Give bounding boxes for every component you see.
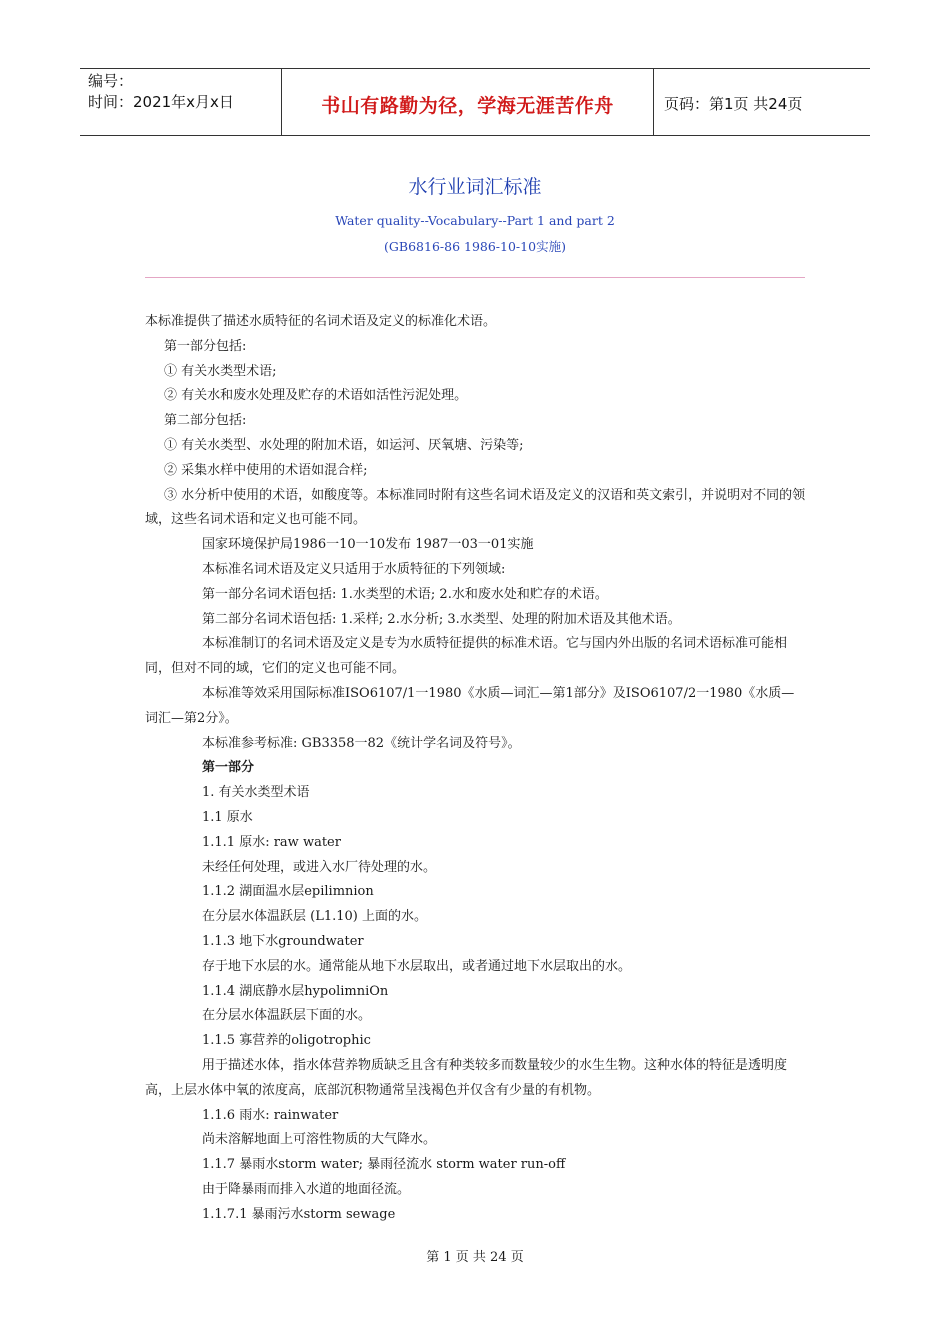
paragraph: ② 有关水和废水处理及贮存的术语如活性污泥处理。 — [164, 388, 468, 404]
paragraph: 第二部分包括: — [164, 413, 247, 429]
paragraph: 1. 有关水类型术语 — [202, 785, 310, 801]
title-divider — [145, 277, 805, 278]
paragraph: 用于描述水体，指水体营养物质缺乏且含有种类较多而数量较少的水生生物。这种水体的特征是透明度高，上层水体中氧的浓度高，底部沉积物通常呈浅褐色并仅含有少量的有机物。 — [145, 1057, 788, 1098]
paragraph: 在分层水体温跃层下面的水。 — [202, 1008, 372, 1024]
paragraph: 1.1.4 湖底静水层hypolimniOn — [202, 983, 389, 999]
paragraph: 尚未溶解地面上可溶性物质的大气降水。 — [202, 1132, 437, 1148]
paragraph: 第一部分名词术语包括: 1.水类型的术语; 2.水和废水处和贮存的术语。 — [202, 586, 608, 602]
header-motto-cell — [282, 69, 654, 135]
paragraph: ① 有关水类型术语; — [164, 363, 277, 379]
paragraph: 1.1 原水 — [202, 809, 253, 825]
header-page-cell — [654, 69, 870, 135]
number-label: 编号： — [88, 72, 134, 90]
paragraph: 本标准等效采用国际标准ISO6107/1一1980《水质—词汇—第1部分》及ISO6107/2一1980《水质—词汇—第2分》。 — [145, 685, 795, 726]
page-header — [80, 68, 870, 136]
paragraph: 本标准制订的名词术语及定义是专为水质特征提供的标准术语。它与国内外出版的名词术语标准可能相同，但对不同的域，它们的定义也可能不同。 — [145, 636, 788, 677]
paragraph: ① 有关水类型、水处理的附加术语，如运河、厌氧塘、污染等; — [164, 437, 524, 453]
paragraph: 在分层水体温跃层 (L1.10) 上面的水。 — [202, 909, 427, 925]
paragraph: ② 采集水样中使用的术语如混合样; — [164, 462, 368, 478]
paragraph: 1.1.7.1 暴雨污水storm sewage — [202, 1206, 396, 1222]
paragraph: 1.1.1 原水: raw water — [202, 834, 341, 850]
paragraph: 本标准参考标准: GB3358一82《统计学名词及符号》。 — [202, 735, 521, 751]
paragraph: ③ 水分析中使用的术语，如酸度等。本标准同时附有这些名词术语及定义的汉语和英文索引，并说明对不同的领域，这些名词术语和定义也可能不同。 — [145, 487, 806, 528]
date-label: 时间：2021年x月x日 — [88, 93, 234, 111]
header-meta-cell — [80, 69, 282, 135]
paragraph: 第一部分包括: — [164, 338, 247, 354]
document-subtitle-en: Water quality--Vocabulary--Part 1 and part 2 — [335, 213, 615, 228]
paragraph: 1.1.7 暴雨水storm water; 暴雨径流水 storm water run-off — [202, 1157, 566, 1173]
document-title: 水行业词汇标准 — [408, 176, 542, 198]
paragraph: 存于地下水层的水。通常能从地下水层取出，或者通过地下水层取出的水。 — [202, 958, 632, 974]
paragraph: 本标准名词术语及定义只适用于水质特征的下列领域: — [202, 561, 506, 577]
paragraph: 1.1.6 雨水: rainwater — [202, 1107, 339, 1123]
header-page-label: 页码：第1页 共24页 — [664, 95, 803, 113]
paragraph: 由于降暴雨而排入水道的地面径流。 — [202, 1181, 411, 1197]
document-subtitle-code: (GB6816-86 1986-10-10实施) — [384, 239, 566, 254]
motto-text: 书山有路勤为径，学海无涯苦作舟 — [321, 95, 614, 117]
paragraph: 国家环境保护局1986一10一10发布 1987一03一01实施 — [202, 537, 534, 553]
page-footer: 第 1 页 共 24 页 — [426, 1250, 524, 1265]
paragraph: 第二部分名词术语包括: 1.采样; 2.水分析; 3.水类型、处理的附加术语及其他术语。 — [202, 611, 681, 627]
paragraph: 1.1.5 寡营养的oligotrophic — [202, 1033, 371, 1049]
paragraph: 未经任何处理，或进入水厂待处理的水。 — [202, 859, 437, 875]
paragraph: 1.1.3 地下水groundwater — [202, 933, 364, 949]
section-heading: 第一部分 — [202, 760, 255, 776]
paragraph: 本标准提供了描述水质特征的名词术语及定义的标准化术语。 — [145, 314, 497, 329]
document-body — [145, 310, 807, 1227]
paragraph: 1.1.2 湖面温水层epilimnion — [202, 884, 374, 900]
